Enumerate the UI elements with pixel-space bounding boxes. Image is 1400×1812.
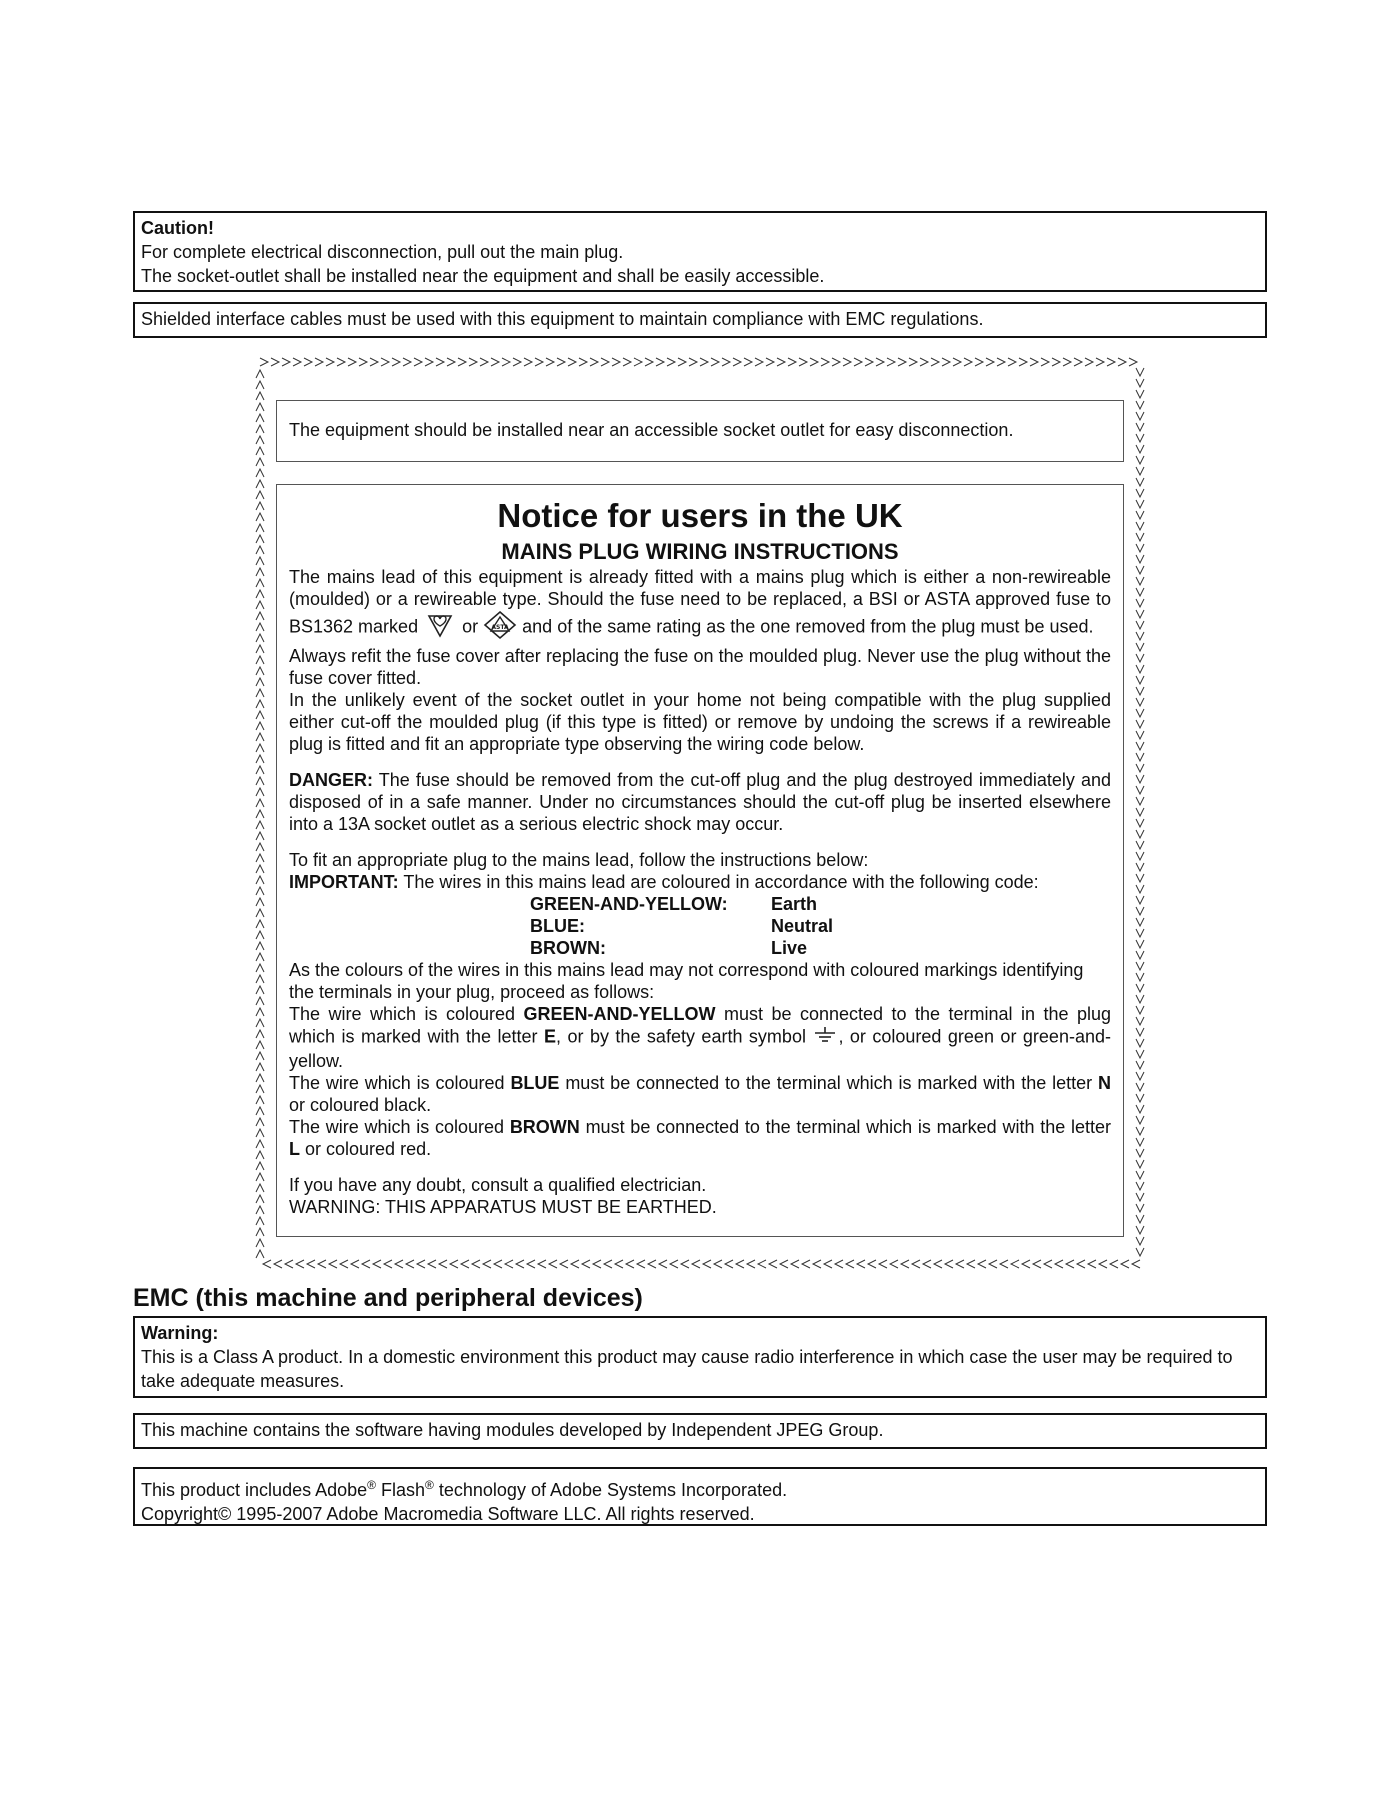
adobe-notice-box	[133, 1467, 1267, 1526]
caution-line-1: For complete electrical disconnection, pull out the main plug.	[141, 242, 624, 262]
caution-box	[133, 211, 1267, 292]
important-text: The wires in this mains lead are coloured in accordance with the following code:	[403, 872, 1039, 892]
asta-mark-icon	[483, 610, 517, 645]
wire-colour: GREEN-AND-YELLOW:	[530, 894, 728, 914]
danger-text: The fuse should be removed from the cut-off plug and the plug destroyed immediately and disposed of in a safe manner. Under no circumstances should the cut-off plug be inserted elsewhere into a 13A socket outlet as a serious electric shock may occur.	[289, 770, 1111, 834]
fuse-paragraph	[289, 566, 1111, 645]
brown-text-b: must be connected to the terminal which is marked with the letter	[585, 1117, 1111, 1137]
caution-line-2: The socket-outlet shall be installed near the equipment and shall be easily accessible.	[141, 266, 825, 286]
gy-text-b: must be connected to the terminal in the plug which is marked with the letter	[289, 1004, 1111, 1047]
earthed-warning: WARNING: THIS APPARATUS MUST BE EARTHED.	[289, 1197, 717, 1217]
adobe-text-a: This product includes Adobe	[141, 1480, 368, 1500]
gy-letter: E	[543, 1026, 556, 1047]
doubt-line: If you have any doubt, consult a qualified electrician.	[289, 1175, 707, 1195]
uk-notice-title: Notice for users in the UK	[497, 497, 903, 534]
danger-label: DANGER:	[289, 770, 373, 790]
gy-word: GREEN-AND-YELLOW	[523, 1004, 716, 1024]
wire-colour: BROWN:	[530, 938, 606, 958]
brown-paragraph	[289, 1116, 1111, 1160]
earth-symbol-icon	[812, 1025, 838, 1050]
bsi-kitemark-icon	[423, 610, 457, 645]
class-a-warning-box	[133, 1316, 1267, 1398]
brown-letter: L	[289, 1139, 300, 1159]
shielded-cables-box	[133, 302, 1267, 338]
blue-text-a: The wire which is coloured	[289, 1073, 505, 1093]
adobe-line	[141, 1473, 1259, 1502]
fuse-text-b: and of the same rating as the one removed from the plug must be used.	[522, 616, 1094, 637]
wire-row	[530, 893, 833, 915]
adobe-copyright: Copyright© 1995-2007 Adobe Macromedia Software LLC. All rights reserved.	[141, 1504, 755, 1524]
colours-note: As the colours of the wires in this mains lead may not correspond with coloured markings identifying the terminals in your plug, proceed as follows:	[289, 960, 1084, 1002]
jpeg-notice-text: This machine contains the software having modules developed by Independent JPEG Group.	[141, 1420, 884, 1440]
fuse-text-a: The mains lead of this equipment is already fitted with a mains plug which is either a non-rewireable (moulded) or a rewireable type. Should the fuse need to be replaced, a BSI or ASTA approved fuse to BS1362 marked	[289, 567, 1111, 637]
emc-heading: EMC (this machine and peripheral devices)	[133, 1284, 643, 1312]
gy-text-d: , or coloured green or green-and-yellow.	[289, 1026, 1111, 1071]
green-yellow-paragraph	[289, 1003, 1111, 1072]
registered-mark: ®	[367, 1478, 376, 1492]
shielded-cables-text: Shielded interface cables must be used with this equipment to maintain compliance with EMC regulations.	[141, 309, 984, 329]
brown-text-a: The wire which is coloured	[289, 1117, 505, 1137]
wire-meaning: Earth	[771, 894, 818, 914]
svg-text:ASTA: ASTA	[491, 624, 509, 631]
blue-text-b: must be connected to the terminal which is marked with the letter	[565, 1073, 1093, 1093]
registered-mark: ®	[425, 1478, 434, 1492]
blue-letter: N	[1097, 1073, 1111, 1093]
socket-outlet-box	[276, 400, 1124, 462]
jpeg-notice-box	[133, 1413, 1267, 1449]
blue-word: BLUE	[510, 1073, 560, 1093]
uk-notice-box	[276, 484, 1124, 1237]
socket-outlet-text: The equipment should be installed near an accessible socket outlet for easy disconnection.	[289, 420, 1014, 440]
wire-colour-table	[530, 893, 833, 959]
wire-row	[530, 937, 833, 959]
adobe-text-b: Flash	[376, 1480, 426, 1500]
wire-meaning: Live	[771, 938, 808, 958]
fuse-or: or	[462, 616, 479, 637]
uk-notice-subtitle: MAINS PLUG WIRING INSTRUCTIONS	[501, 539, 899, 564]
wire-meaning: Neutral	[771, 916, 834, 936]
important-label: IMPORTANT:	[289, 872, 399, 892]
warning-title: Warning:	[141, 1323, 219, 1343]
important-paragraph	[289, 871, 1111, 893]
adobe-text-c: technology of Adobe Systems Incorporated.	[433, 1480, 788, 1500]
blue-text-c: or coloured black.	[289, 1095, 432, 1115]
wire-row	[530, 915, 833, 937]
fit-intro: To fit an appropriate plug to the mains lead, follow the instructions below:	[289, 850, 869, 870]
socket-compat-paragraph: In the unlikely event of the socket outlet in your home not being compatible with the plug supplied either cut-off the moulded plug (if this type is fitted) or remove by undoing the screws if a rewireable plug is fitted and fit an appropriate type observing the wiring code below.	[289, 690, 1111, 754]
blue-paragraph	[289, 1072, 1111, 1116]
gy-text-a: The wire which is coloured	[289, 1004, 515, 1024]
danger-paragraph	[289, 769, 1111, 835]
fuse-cover-paragraph: Always refit the fuse cover after replacing the fuse on the moulded plug. Never use the plug without the fuse cover fitted.	[289, 646, 1111, 688]
gy-text-c: , or by the safety earth symbol	[555, 1026, 806, 1047]
brown-text-c: or coloured red.	[305, 1139, 432, 1159]
wire-colour: BLUE:	[530, 916, 585, 936]
caution-title: Caution!	[141, 218, 214, 238]
warning-text: This is a Class A product. In a domestic environment this product may cause radio interference in which case the user may be required to take adequate measures.	[141, 1347, 1233, 1391]
brown-word: BROWN	[509, 1117, 580, 1137]
